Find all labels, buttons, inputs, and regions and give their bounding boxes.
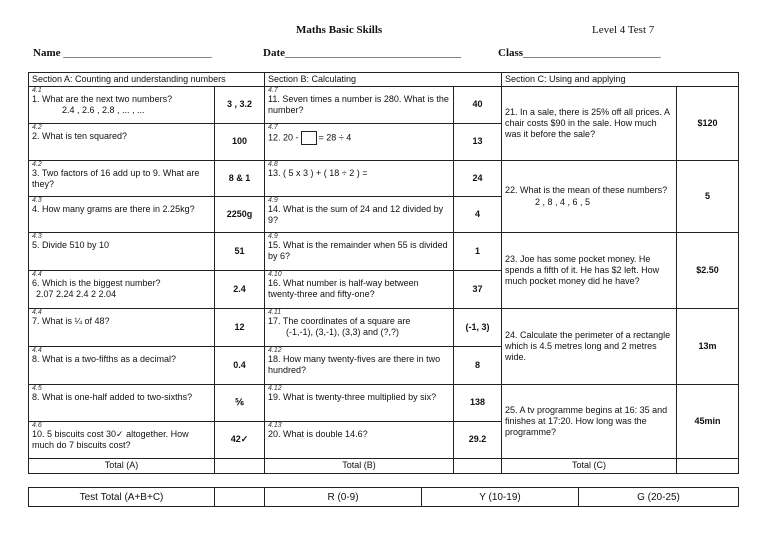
question-c22: 22. What is the mean of these numbers? 2 , 8 , 4 , 6 , 5 — [502, 161, 677, 233]
class-line: _________________________ — [523, 47, 661, 59]
question-a10: 4.6 10. 5 biscuits cost 30✓ altogether. How much do 7 biscuits cost? — [29, 422, 215, 459]
question-c24: 24. Calculate the perimeter of a rectangle which is 4.5 metres long and 2 metres wide. — [502, 309, 677, 385]
total-b-label: Total (B) — [265, 459, 454, 474]
question-a9: 4.5 8. What is one-half added to two-sixths? — [29, 385, 215, 422]
answer-b16: 37 — [454, 271, 502, 309]
answer-b15: 1 — [454, 233, 502, 271]
answer-c24: 13m — [677, 309, 739, 385]
question-a8: 4.4 8. What is a two-fifths as a decimal? — [29, 347, 215, 385]
answer-b19: 138 — [454, 385, 502, 422]
name-line: ___________________________ — [63, 47, 212, 59]
total-a-box[interactable] — [215, 459, 265, 474]
question-a7: 4.4 7. What is ¼ of 48? — [29, 309, 215, 347]
question-b15: 4.9 15. What is the remainder when 55 is divided by 6? — [265, 233, 454, 271]
question-c23: 23. Joe has some pocket money. He spends a fifth of it. He has $2 left. How much pocket money did he have? — [502, 233, 677, 309]
answer-c21: $120 — [677, 87, 739, 161]
name-field[interactable] — [33, 47, 212, 59]
section-a-header: Section A: Counting and understanding numbers — [29, 73, 265, 87]
section-b-header: Section B: Calculating — [265, 73, 502, 87]
test-total-label: Test Total (A+B+C) — [29, 488, 215, 507]
answer-a4: 2250g — [215, 197, 265, 233]
question-a3: 4.2 3. Two factors of 16 add up to 9. What are they? — [29, 161, 215, 197]
answer-a10: 42✓ — [215, 422, 265, 459]
class-field[interactable] — [498, 47, 661, 59]
total-a-label: Total (A) — [29, 459, 215, 474]
question-b13: 4.8 13. ( 5 x 3 ) + ( 18 ÷ 2 ) = — [265, 161, 454, 197]
answer-a6: 2.4 — [215, 271, 265, 309]
band-red: R (0-9) — [265, 488, 422, 507]
question-a4: 4.3 4. How many grams are there in 2.25kg? — [29, 197, 215, 233]
answer-b17: (-1, 3) — [454, 309, 502, 347]
answer-b14: 4 — [454, 197, 502, 233]
section-c-header: Section C: Using and applying — [502, 73, 739, 87]
date-label: Date — [263, 47, 285, 59]
date-field[interactable] — [263, 47, 461, 59]
question-b14: 4.9 14. What is the sum of 24 and 12 divided by 9? — [265, 197, 454, 233]
question-b17: 4.11 17. The coordinates of a square are (-1,-1), (3,-1), (3,3) and (?,?) — [265, 309, 454, 347]
question-c21: 21. In a sale, there is 25% off all prices. A chair costs $90 in the sale. How much was it before the sale? — [502, 87, 677, 161]
total-b-box[interactable] — [454, 459, 502, 474]
answer-a9: ⅚ — [215, 385, 265, 422]
question-a6: 4.4 6. Which is the biggest number? 2.07 2.24 2.4 2 2.04 — [29, 271, 215, 309]
answer-b11: 40 — [454, 87, 502, 124]
total-c-label: Total (C) — [502, 459, 677, 474]
answer-a8: 0.4 — [215, 347, 265, 385]
footer-table — [28, 487, 739, 507]
answer-a1: 3 , 3.2 — [215, 87, 265, 124]
questions-table — [28, 72, 739, 474]
question-b11: 4.7 11. Seven times a number is 280. What is the number? — [265, 87, 454, 124]
answer-b12: 13 — [454, 124, 502, 161]
question-b19: 4.12 19. What is twenty-three multiplied by six? — [265, 385, 454, 422]
answer-b20: 29.2 — [454, 422, 502, 459]
answer-a5: 51 — [215, 233, 265, 271]
question-b12: 4.7 12. 20 - = 28 ÷ 4 — [265, 124, 454, 161]
blank-box — [301, 131, 317, 145]
answer-b13: 24 — [454, 161, 502, 197]
answer-a7: 12 — [215, 309, 265, 347]
question-b16: 4.10 16. What number is half-way between twenty-three and fifty-one? — [265, 271, 454, 309]
band-green: G (20-25) — [579, 488, 739, 507]
answer-c25: 45min — [677, 385, 739, 459]
question-a5: 4.3 5. Divide 510 by 10 — [29, 233, 215, 271]
class-label: Class — [498, 47, 524, 59]
total-c-box[interactable] — [677, 459, 739, 474]
answer-c23: $2.50 — [677, 233, 739, 309]
band-yellow: Y (10-19) — [422, 488, 579, 507]
question-b18: 4.12 18. How many twenty-fives are there in two hundred? — [265, 347, 454, 385]
question-a1: 4.1 1. What are the next two numbers? 2.4 , 2.6 , 2.8 , ... , ... — [29, 87, 215, 124]
answer-a3: 8 & 1 — [215, 161, 265, 197]
answer-c22: 5 — [677, 161, 739, 233]
answer-b18: 8 — [454, 347, 502, 385]
question-a2: 4.2 2. What is ten squared? — [29, 124, 215, 161]
date-line: ________________________________ — [285, 47, 461, 59]
answer-a2: 100 — [215, 124, 265, 161]
question-b20: 4.13 20. What is double 14.6? — [265, 422, 454, 459]
page-title: Maths Basic Skills — [296, 24, 383, 36]
name-label: Name — [33, 47, 61, 59]
test-level: Level 4 Test 7 — [592, 24, 655, 36]
test-total-box[interactable] — [215, 488, 265, 507]
question-c25: 25. A tv programme begins at 16: 35 and finishes at 17:20. How long was the programme? — [502, 385, 677, 459]
